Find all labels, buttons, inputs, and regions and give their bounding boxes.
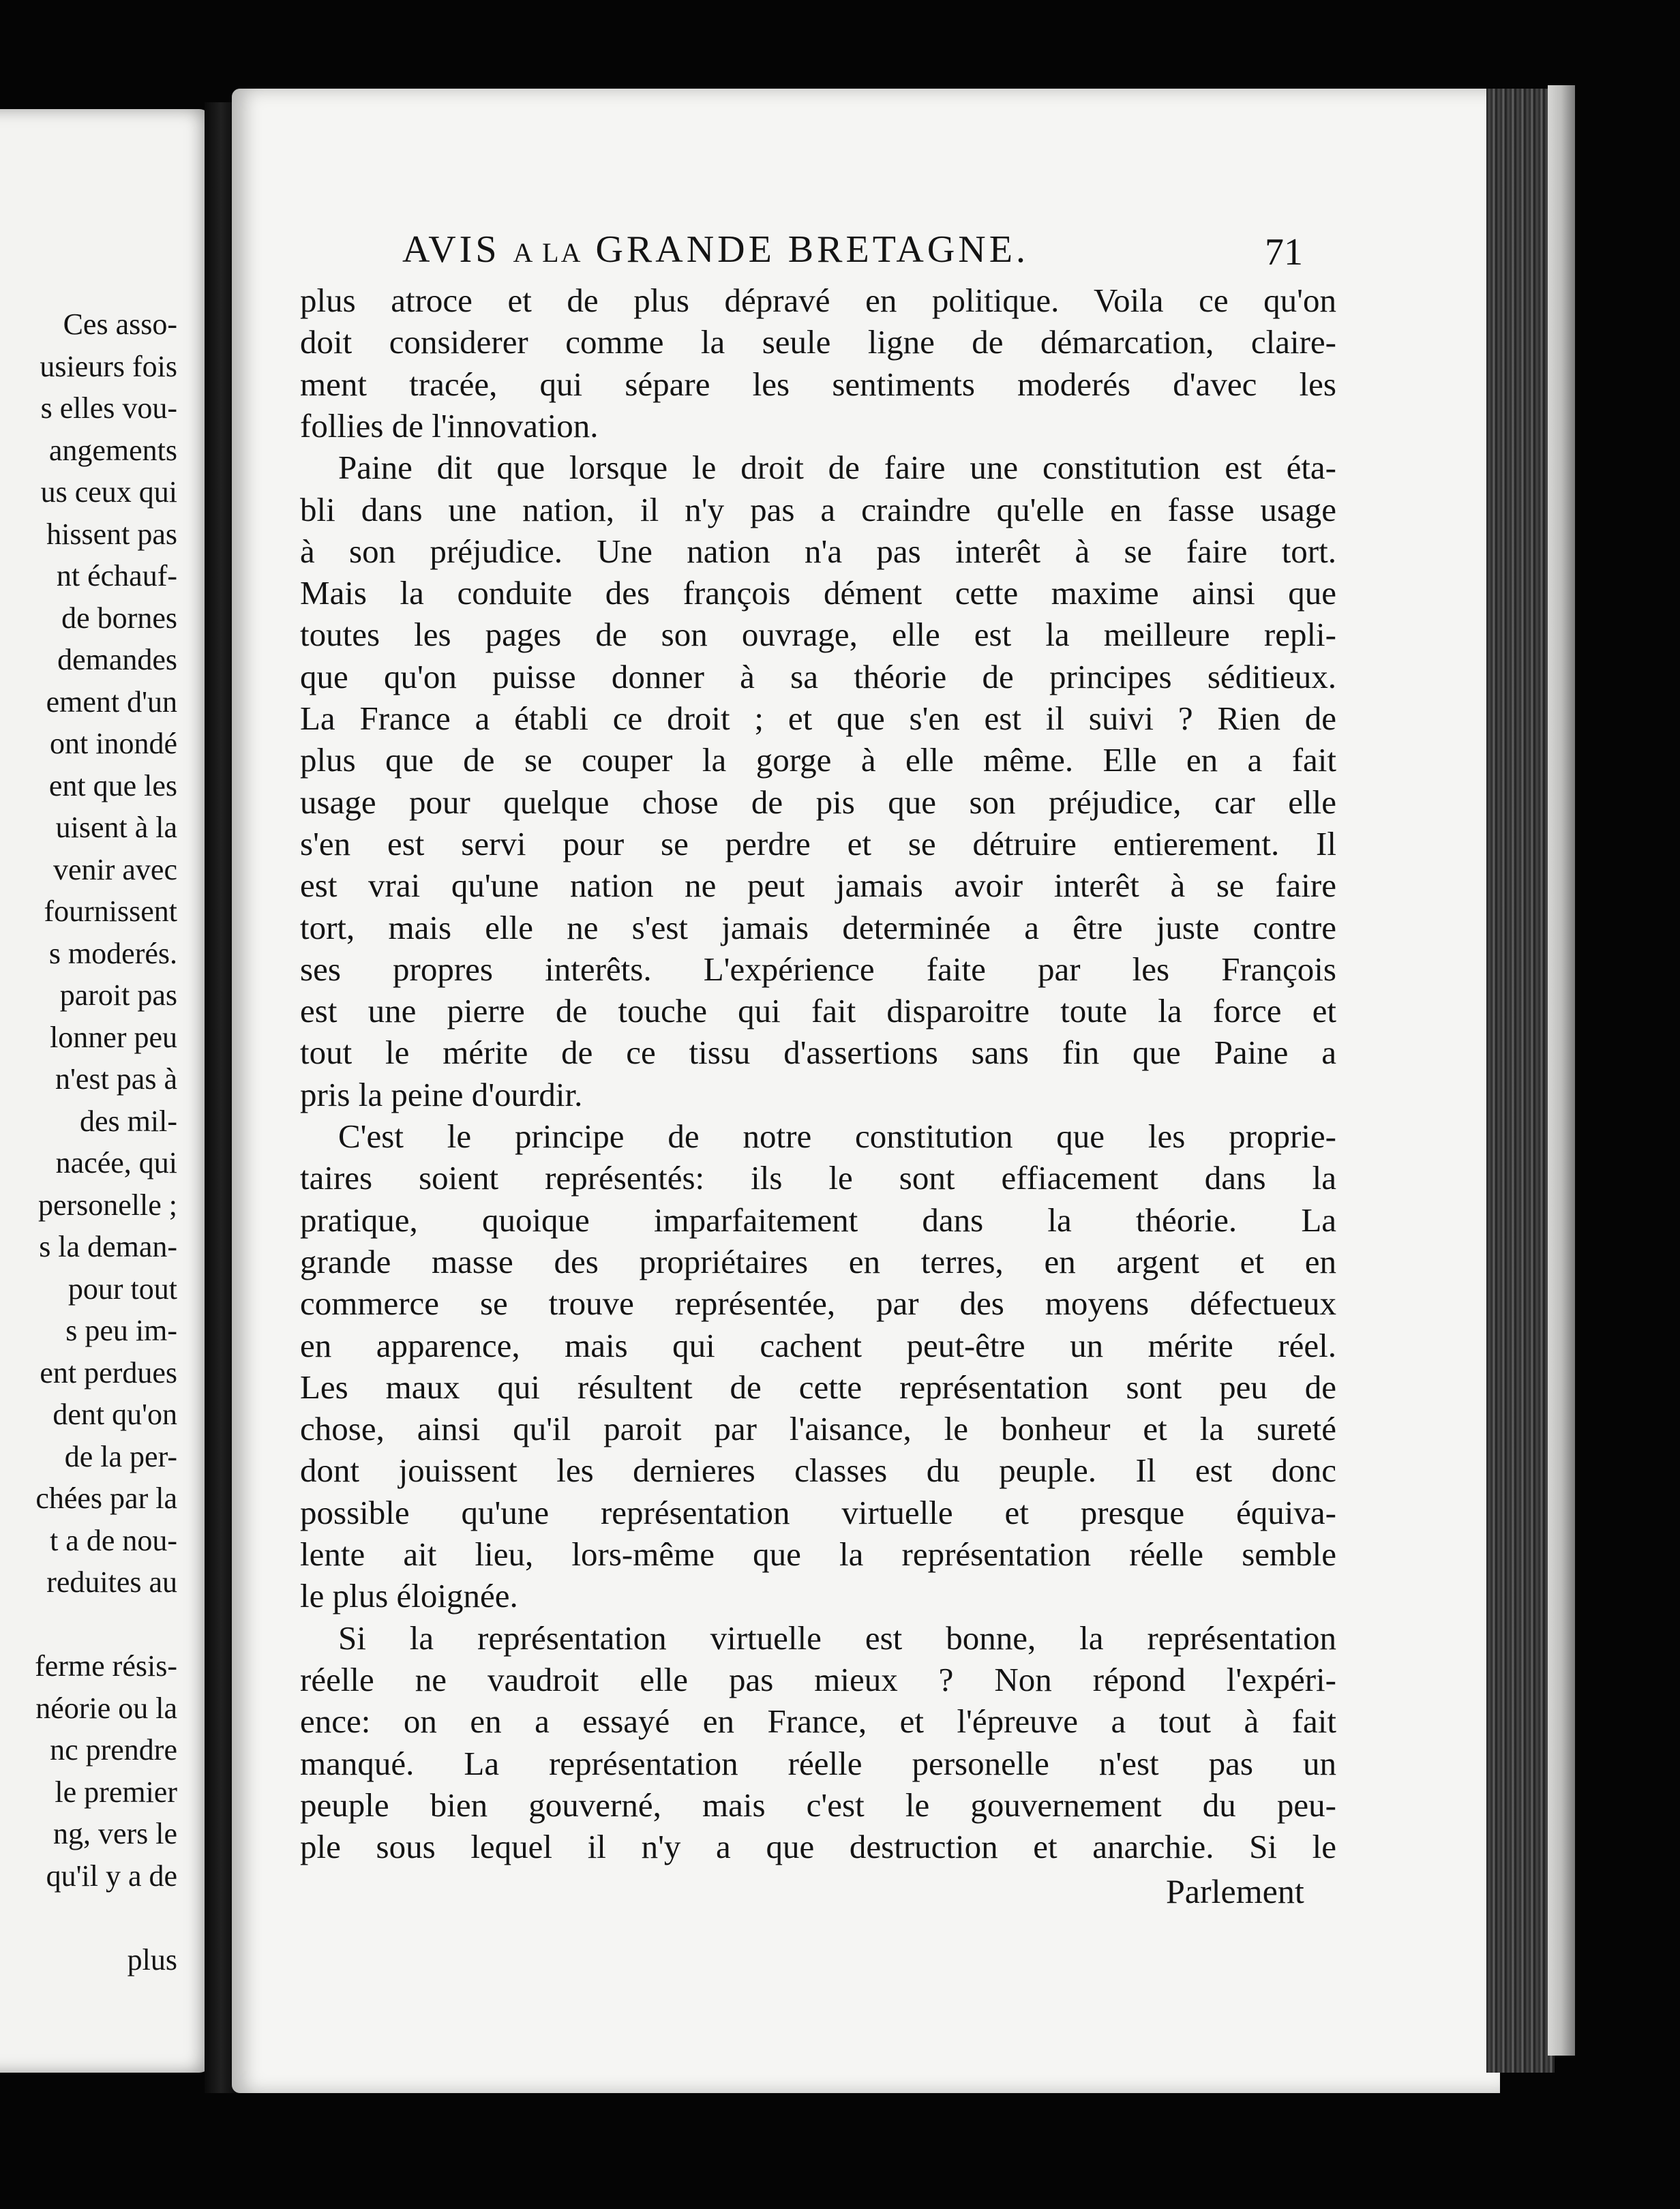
body-line: lente ait lieu, lors-même que la représentation réelle semble <box>300 1535 1336 1573</box>
left-page-line: ent que les <box>48 768 177 802</box>
left-page-line: demandes <box>57 643 177 676</box>
body-line: pris la peine d'ourdir. <box>300 1075 583 1113</box>
left-page-line: s la deman- <box>39 1230 177 1263</box>
left-page <box>0 109 211 2073</box>
left-page-line: chées par la <box>35 1482 177 1515</box>
body-line: Les maux qui résultent de cette représentation sont peu de <box>300 1368 1336 1406</box>
body-line: en apparence, mais qui cachent peut-être un mérite réel. <box>300 1326 1336 1364</box>
body-line: toutes les pages de son ouvrage, elle est la meilleure repli- <box>300 616 1336 654</box>
page-number: 71 <box>1265 231 1303 273</box>
left-page-line: s moderés. <box>48 936 177 970</box>
left-page-line: néorie ou la <box>35 1691 177 1725</box>
body-line: tout le mérite de ce tissu d'assertions sans fin que Paine a <box>300 1034 1336 1072</box>
left-page-line: de bornes <box>61 601 177 635</box>
left-page-line: hissent pas <box>46 517 177 551</box>
left-page-line: reduites au <box>46 1565 177 1599</box>
body-line: dont jouissent les dernieres classes du peuple. Il est donc <box>300 1452 1336 1490</box>
left-page-line: ont inondé <box>50 727 177 760</box>
left-page-line: paroit pas <box>59 978 177 1012</box>
left-page-line: de la per- <box>64 1439 177 1473</box>
left-page-line: ement d'un <box>46 685 177 719</box>
left-page-line: fournissent <box>44 895 177 928</box>
left-page-line: venir avec <box>53 852 177 886</box>
body-line: tort, mais elle ne s'est jamais determinée a être juste contre <box>300 908 1336 946</box>
body-line: réelle ne vaudroit elle pas mieux ? Non répond l'expéri- <box>300 1660 1336 1698</box>
left-page-line: n'est pas à <box>55 1062 177 1096</box>
left-page-line: uisent à la <box>55 811 177 844</box>
body-line: doit considerer comme la seule ligne de démarcation, claire- <box>300 323 1336 361</box>
body-line: est vrai qu'une nation ne peut jamais avoir interêt à se faire <box>300 867 1336 905</box>
left-page-line: us ceux qui <box>40 475 177 509</box>
body-line: que qu'on puisse donner à sa théorie de principes séditieux. <box>300 657 1336 695</box>
left-page-line: le premier <box>55 1775 177 1809</box>
left-page-line: nt échauf- <box>56 559 177 592</box>
running-head-part3: GRANDE BRETAGNE. <box>595 228 1029 271</box>
left-page-line: Ces asso- <box>63 307 177 341</box>
running-head-part1: AVIS <box>402 228 500 271</box>
body-line: La France a établi ce droit ; et que s'en est il suivi ? Rien de <box>300 700 1336 737</box>
body-line: plus atroce et de plus dépravé en politique. Voila ce qu'on <box>300 282 1336 319</box>
body-line: ence: on en a essayé en France, et l'épreuve a tout à fait <box>300 1702 1336 1741</box>
running-head-part2: A LA <box>513 237 583 268</box>
left-page-line: des mil- <box>80 1104 177 1138</box>
body-line: ple sous lequel il n'y a que destruction et anarchie. Si le <box>300 1828 1336 1866</box>
running-head <box>402 222 1180 277</box>
left-page-line: s peu im- <box>65 1314 177 1347</box>
left-page-line: qu'il y a de <box>46 1859 177 1893</box>
body-line: taires soient représentés: ils le sont effiacement dans la <box>300 1159 1336 1197</box>
body-line: manqué. La représentation réelle personelle n'est pas un <box>300 1744 1336 1782</box>
left-page-line: nc prendre <box>50 1733 177 1767</box>
left-page-line: nacée, qui <box>55 1146 177 1179</box>
left-page-line: ng, vers le <box>52 1817 177 1850</box>
body-line: s'en est servi pour se perdre et se détruire entierement. Il <box>300 824 1336 862</box>
left-page-line: t a de nou- <box>50 1523 177 1557</box>
body-line: à son préjudice. Une nation n'a pas interêt à se faire tort. <box>300 532 1336 570</box>
left-page-line: s elles vou- <box>40 391 177 425</box>
body-line: chose, ainsi qu'il paroit par l'aisance, le bonheur et la sureté <box>300 1410 1336 1448</box>
left-page-line: lonner peu <box>50 1020 177 1054</box>
left-page-line: angements <box>48 433 177 467</box>
body-line: pratique, quoique imparfaitement dans la théorie. La <box>300 1201 1336 1239</box>
body-line: C'est le principe de notre constitution que les proprie- <box>338 1117 1336 1155</box>
body-line: Mais la conduite des françois dément cette maxime ainsi que <box>300 574 1336 612</box>
body-line: commerce se trouve représentée, par des moyens défectueux <box>300 1284 1336 1323</box>
body-line: Si la représentation virtuelle est bonne, la représentation <box>338 1619 1336 1657</box>
left-page-line: ent perdues <box>40 1355 177 1389</box>
page-edge-outer <box>1548 85 1575 2056</box>
left-page-line: usieurs fois <box>40 349 177 383</box>
body-line: possible qu'une représentation virtuelle et presque équiva- <box>300 1493 1336 1531</box>
left-page-line: pour tout <box>68 1272 177 1306</box>
body-line: usage pour quelque chose de pis que son préjudice, car elle <box>300 783 1336 821</box>
body-line: ment tracée, qui sépare les sentiments moderés d'avec les <box>300 365 1336 403</box>
catchword: Parlement <box>1166 1872 1304 1910</box>
body-line: le plus éloignée. <box>300 1577 518 1615</box>
body-line: bli dans une nation, il n'y pas a craindre qu'elle en fasse usage <box>300 490 1336 528</box>
body-line: ses propres interêts. L'expérience faite par les François <box>300 950 1336 988</box>
page-edge <box>1486 89 1555 2073</box>
body-line: grande masse des propriétaires en terres, en argent et en <box>300 1242 1336 1280</box>
left-page-line: ferme résis- <box>35 1649 177 1683</box>
left-page-line: dent qu'on <box>52 1398 177 1431</box>
left-page-line: plus <box>127 1942 177 1977</box>
body-line: est une pierre de touche qui fait disparoitre toute la force et <box>300 992 1336 1030</box>
body-line: follies de l'innovation. <box>300 406 599 445</box>
body-line: Paine dit que lorsque le droit de faire une constitution est éta- <box>338 449 1336 487</box>
body-line: peuple bien gouverné, mais c'est le gouvernement du peu- <box>300 1786 1336 1824</box>
left-page-line: personelle ; <box>38 1188 177 1222</box>
body-line: plus que de se couper la gorge à elle même. Elle en a fait <box>300 741 1336 779</box>
